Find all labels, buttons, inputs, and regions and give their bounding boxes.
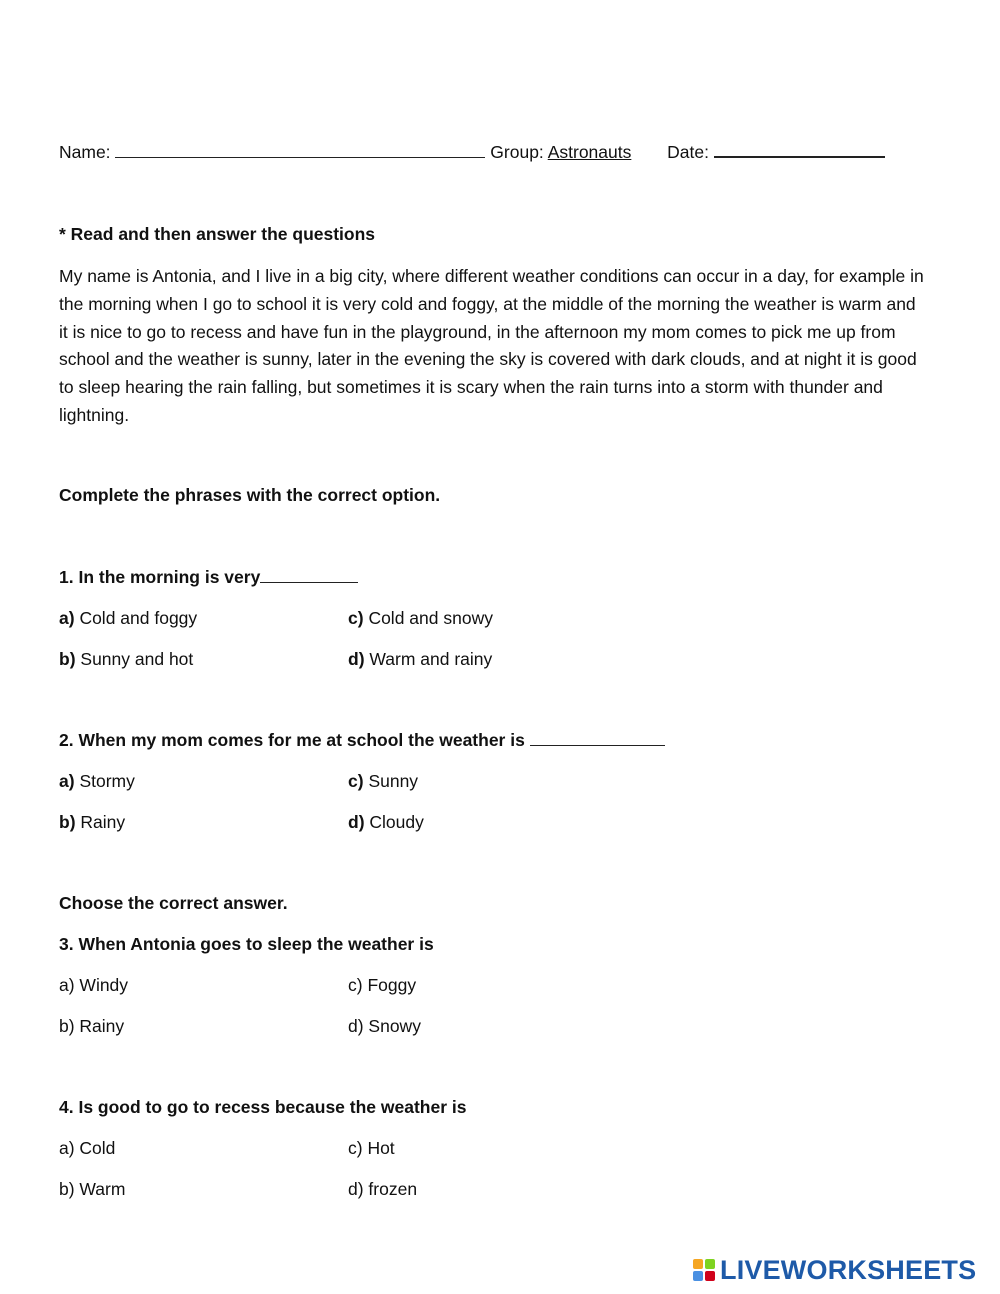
section1-title: Complete the phrases with the correct option. [59,485,441,505]
q1-question [59,566,358,588]
q1-question-text: 1. In the morning is very [59,567,261,587]
q1-option-d-letter: d) [348,649,365,669]
q3-option-d[interactable]: d) Snowy [348,1016,421,1036]
section2-title: Choose the correct answer. [59,893,288,913]
q4-option-a[interactable]: a) Cold [59,1138,116,1158]
group-value: Astronauts [547,142,632,162]
q1-option-c-text: Cold and snowy [368,608,493,628]
q2-question [59,729,665,751]
logo-badge-icon [693,1259,717,1283]
logo-text: LIVEWORKSHEETS [720,1255,977,1285]
group-label: Group: [490,142,544,162]
q3-option-c[interactable]: c) Foggy [348,975,417,995]
q2-question-text: 2. When my mom comes for me at school the weather is [59,730,525,750]
q2-option-d-letter: d) [348,812,365,832]
date-label: Date: [667,142,709,162]
q1-option-b[interactable] [59,648,193,670]
q2-option-b[interactable] [59,811,125,833]
q2-option-b-text: Rainy [80,812,126,832]
q2-option-c[interactable] [348,770,418,792]
date-field[interactable] [714,141,885,158]
q2-option-c-letter: c) [348,771,364,791]
q1-option-a-letter: a) [59,608,75,628]
q1-option-c-letter: c) [348,608,364,628]
q3-option-b[interactable]: b) Rainy [59,1016,125,1036]
q4-option-b[interactable]: b) Warm [59,1179,126,1199]
read-instruction: * Read and then answer the questions [59,224,376,244]
q2-option-a-letter: a) [59,771,75,791]
q4-option-d[interactable]: d) frozen [348,1179,418,1199]
q4-option-c[interactable]: c) Hot [348,1138,395,1158]
q2-option-d[interactable] [348,811,424,833]
q2-option-b-letter: b) [59,812,76,832]
q2-answer-blank[interactable] [530,730,665,746]
reading-passage: My name is Antonia, and I live in a big city, where different weather conditions can occur in a day, for example in the morning when I go to school it is very cold and foggy, at the middle of the morning the weather is warm and it is nice to go to recess and have fun in the playground, in the afternoon my mom comes to pick me up from school and the weather is sunny, later in the evening the sky is covered with dark clouds, and at night it is good to sleep hearing the rain falling, but sometimes it is scary when the rain turns into a storm with thunder and lightning. [59,266,924,425]
q2-option-a-text: Stormy [79,771,135,791]
q1-option-a[interactable] [59,607,197,629]
q3-question: 3. When Antonia goes to sleep the weather is [59,934,434,954]
q1-option-c[interactable] [348,607,493,629]
q1-answer-blank[interactable] [260,567,358,583]
header-row [59,141,885,163]
q4-question: 4. Is good to go to recess because the weather is [59,1097,467,1117]
q1-option-b-letter: b) [59,649,76,669]
q1-option-d[interactable] [348,648,492,670]
name-field[interactable] [115,142,485,158]
q1-option-a-text: Cold and foggy [79,608,198,628]
q1-option-b-text: Sunny and hot [80,649,194,669]
q1-option-d-text: Warm and rainy [369,649,493,669]
q2-option-a[interactable] [59,770,135,792]
q3-option-a[interactable]: a) Windy [59,975,129,995]
name-label: Name: [59,142,111,162]
q2-option-c-text: Sunny [368,771,419,791]
q2-option-d-text: Cloudy [369,812,424,832]
